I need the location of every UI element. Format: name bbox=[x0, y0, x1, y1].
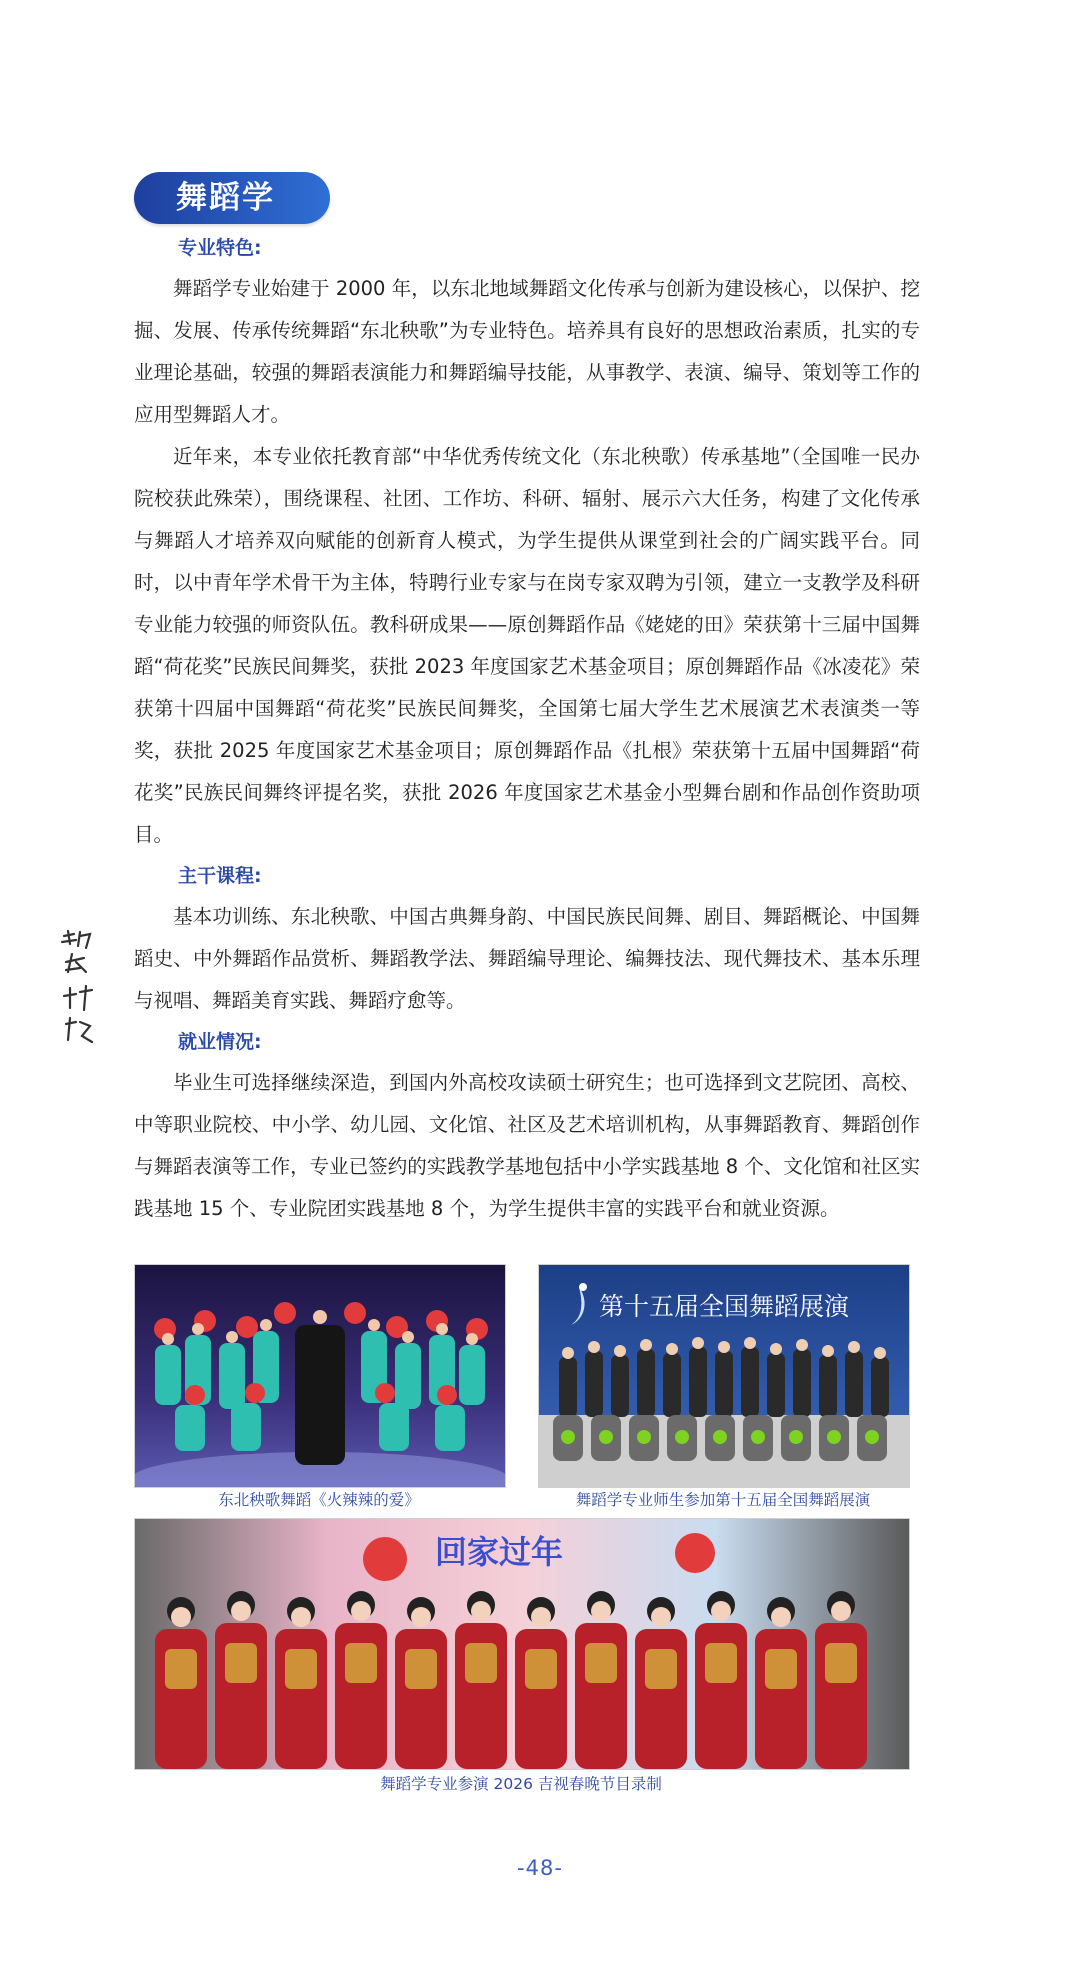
section-title: 舞蹈学 bbox=[176, 180, 275, 216]
features-paragraph-1: 舞蹈学专业始建于 2000 年，以东北地域舞蹈文化传承与创新为建设核心，以保护、挖掘、发展、传承传统舞蹈“东北秧歌”为专业特色。培养具有良好的思想政治素质，扎实的专业理论基础，较强的舞蹈表演能力和舞蹈编导技能，从事教学、表演、编导、策划等工作的应用型舞蹈人才。 bbox=[134, 277, 920, 426]
employment-heading: 就业情况: bbox=[178, 1031, 262, 1053]
courses-heading: 主干课程: bbox=[178, 865, 262, 887]
article-body bbox=[134, 228, 920, 1230]
features-heading: 专业特色: bbox=[178, 237, 262, 259]
gala-banner-text: 回家过年 bbox=[435, 1533, 564, 1571]
photo-spring-gala bbox=[134, 1518, 910, 1770]
features-paragraph-2: 近年来，本专业依托教育部“中华优秀传统文化（东北秧歌）传承基地”（全国唯一民办院校获此殊荣），围绕课程、社团、工作坊、科研、辐射、展示六大任务，构建了文化传承与舞蹈人才培养双向赋能的创新育人模式，为学生提供从课堂到社会的广阔实践平台。同时，以中青年学术骨干为主体，特聘行业专家与在岗专家双聘为引领，建立一支教学及科研专业能力较强的师资队伍。教科研成果——原创舞蹈作品《姥姥的田》荣获第十三届中国舞蹈“荷花奖”民族民间舞奖，获批 2023 年度国家艺术基金项目；原创舞蹈作品《冰凌花》荣获第十四届中国舞蹈“荷花奖”民族民间舞奖，全国第七届大学生艺术展演艺术表演类一等奖，获批 2025 年度国家艺术基金项目；原创舞蹈作品《扎根》荣获第十五届中国舞蹈“荷花奖”民族民间舞终评提名奖，获批 2026 年度国家艺术基金小型舞台剧和作品创作资助项目。 bbox=[134, 445, 920, 846]
photo-caption-2: 舞蹈学专业师生参加第十五届全国舞蹈展演 bbox=[575, 1491, 871, 1509]
photo-yangge-dance bbox=[134, 1264, 506, 1488]
calligraphy-motto bbox=[58, 928, 98, 1048]
photo-caption-3: 舞蹈学专业参演 2026 吉视春晚节目录制 bbox=[380, 1775, 662, 1793]
photo-caption-1: 东北秧歌舞蹈《火辣辣的爱》 bbox=[218, 1491, 420, 1509]
section-title-badge bbox=[134, 172, 330, 224]
page-number: -48- bbox=[517, 1856, 563, 1880]
courses-paragraph: 基本功训练、东北秧歌、中国古典舞身韵、中国民族民间舞、剧目、舞蹈概论、中国舞蹈史、中外舞蹈作品赏析、舞蹈教学法、舞蹈编导理论、编舞技法、现代舞技术、基本乐理与视唱、舞蹈美育实践、舞蹈疗愈等。 bbox=[134, 905, 920, 1012]
photo-dance-exhibition bbox=[538, 1264, 910, 1488]
exhibition-banner-text: 第十五届全国舞蹈展演 bbox=[599, 1292, 850, 1321]
employment-paragraph: 毕业生可选择继续深造，到国内外高校攻读硕士研究生；也可选择到文艺院团、高校、中等职业院校、中小学、幼儿园、文化馆、社区及艺术培训机构，从事舞蹈教育、舞蹈创作与舞蹈表演等工作，专业已签约的实践教学基地包括中小学实践基地 8 个、文化馆和社区实践基地 15 个、专业院团实践基地 8 个，为学生提供丰富的实践平台和就业资源。 bbox=[134, 1071, 920, 1220]
